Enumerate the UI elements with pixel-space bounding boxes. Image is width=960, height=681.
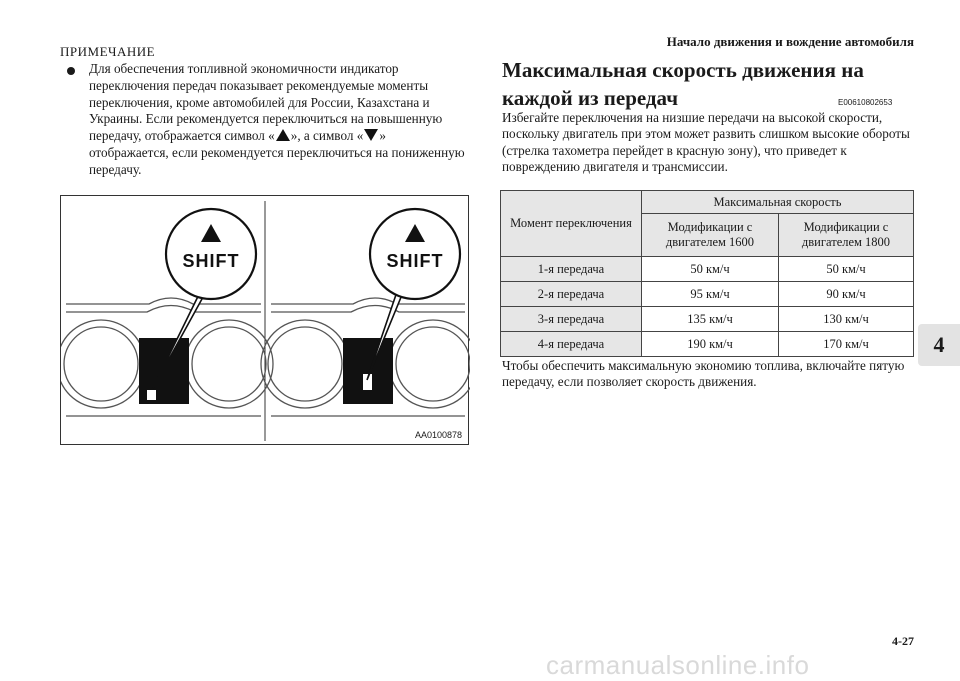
left-display-indicator [147,390,156,400]
left-display-panel [139,338,189,404]
header-max-speed: Максимальная скорость [642,191,914,214]
shift-indicator-figure [60,195,469,445]
watermark: carmanualsonline.info [546,650,810,680]
header-1600: Модификации с двигателем 1600 [642,214,779,257]
right-shift-label: SHIFT [386,251,444,271]
triangle-up-icon [276,129,290,141]
section-code: E00610802653 [838,98,893,107]
section-header: Начало движения и вождение автомобиля [666,34,914,49]
note-text: Для обеспечения топливной экономичности индикатор переключения передач показывает рекомендуемые моменты переключения, кроме автомобилей для России, Казахстана и Украины. Если рекомендуется переключиться на повышенную передачу, отображается символ « », а символ « » отображается, если рекомендуется переключиться на пониженную передачу. [89,61,465,177]
triangle-down-icon [364,129,378,141]
header-moment: Момент переключения [501,191,642,257]
note-label: ПРИМЕЧАНИЕ [60,44,156,59]
right-display-panel [343,338,393,404]
page-number: 4-27 [892,634,914,648]
bullet-icon [67,67,75,75]
chapter-tab: 4 [918,324,960,366]
table-row: 2-я передача 95 км/ч 90 км/ч [501,282,914,307]
table-row: 3-я передача 135 км/ч 130 км/ч [501,307,914,332]
note-body [67,61,467,179]
table-row: 1-я передача 50 км/ч 50 км/ч [501,257,914,282]
figure-code: AA0100878 [414,430,462,440]
header-1800: Модификации с двигателем 1800 [779,214,914,257]
section-title: Максимальная скорость движения на каждой из передач [502,58,864,110]
left-shift-label: SHIFT [182,251,240,271]
max-speed-table [500,190,914,357]
instrument-cluster-illustration [61,196,470,446]
table-row: 4-я передача 190 км/ч 170 км/ч [501,332,914,357]
warning-paragraph: Избегайте переключения на низшие передачи на высокой скорости, поскольку двигатель при этом может развить слишком высокие обороты (стрелка тахометра перейдет в красную зону), что приведет к повреждению двигателя и трансмиссии. [502,110,910,175]
closing-paragraph: Чтобы обеспечить максимальную экономию топлива, включайте пятую передачу, если позволяет скорость движения. [502,358,905,390]
